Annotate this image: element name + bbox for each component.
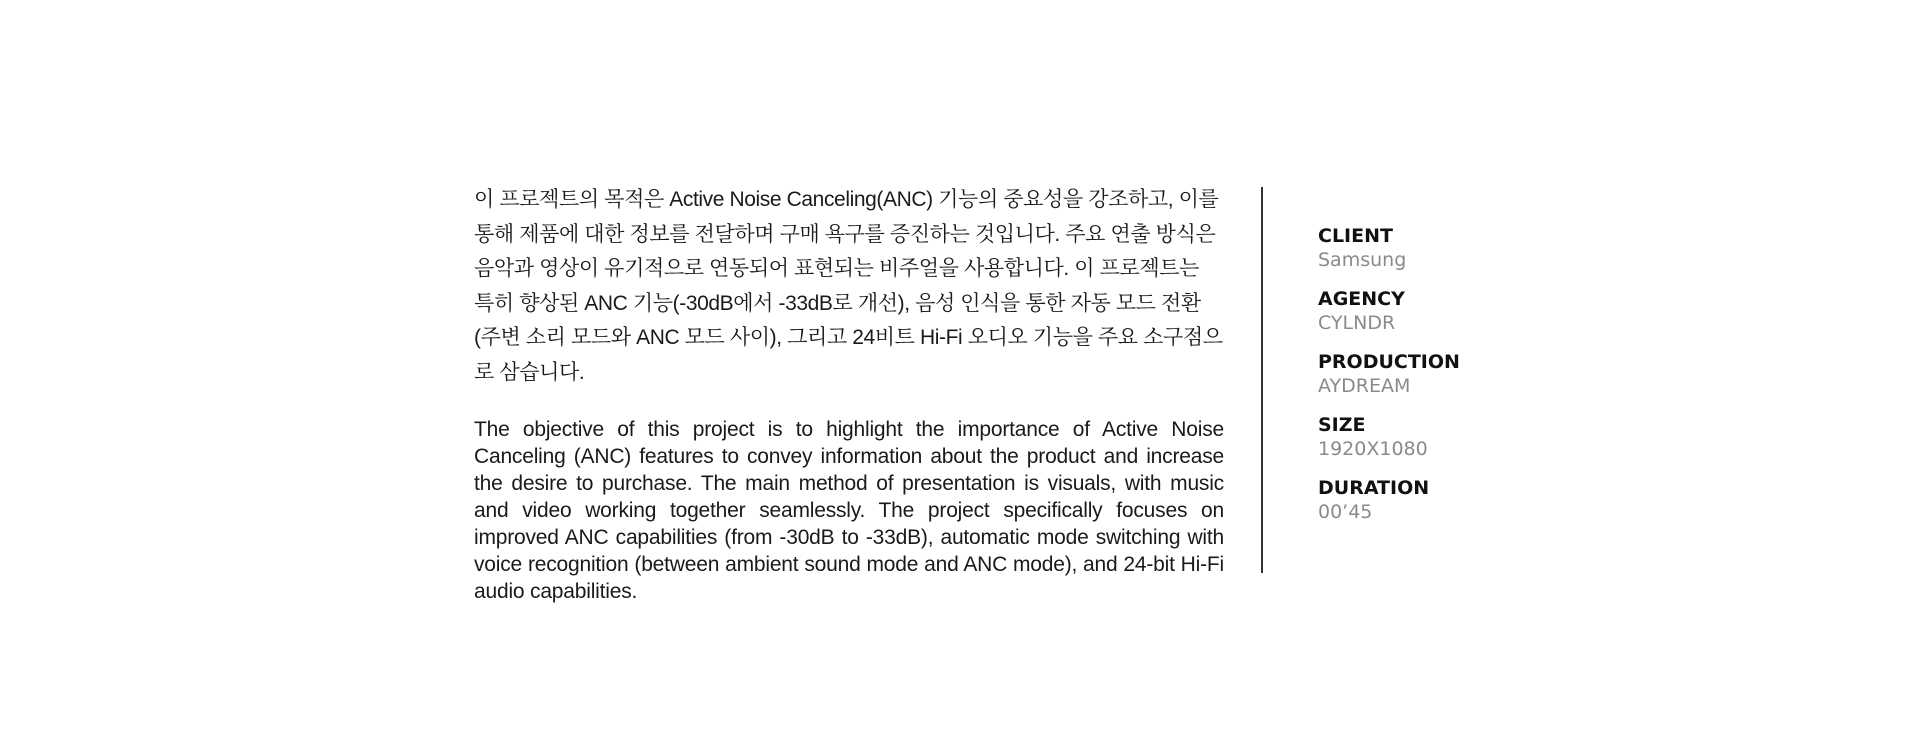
credit-value: 1920X1080 — [1318, 438, 1428, 460]
description-korean: 이 프로젝트의 목적은 Active Noise Canceling(ANC) 기능의 중요성을 강조하고, 이를 통해 제품에 대한 정보를 전달하며 구매 욕구를 증진하는 것입니다. 주요 연출 방식은 음악과 영상이 유기적으로 연동되어 표현되는 비주얼을 사용합니다. 이 프로젝트는 특히 향상된 ANC 기능(-30dB에서 -33dB로 개선), 음성 인식을 통한 자동 모드 전환(주변 소리 모드와 ANC 모드 사이), 그리고 24비트 Hi-Fi 오디오 기능을 주요 소구점으로 삼습니다. — [474, 188, 1223, 384]
credit-duration — [1318, 476, 1618, 524]
project-description — [474, 183, 1224, 605]
credit-agency — [1318, 287, 1618, 335]
credit-label: PRODUCTION — [1318, 351, 1460, 373]
description-english: The objective of this project is to highlight the importance of Active Noise Canceling (ANC) features to convey information about the product and increase the desire to purchase. The main method of presentation is visuals, with music and video working together seamlessly. The project specifically focuses on improved ANC capabilities (from -30dB to -33dB), automatic mode switching with voice recognition (between ambient sound mode and ANC mode), and 24-bit Hi-Fi audio capabilities. — [474, 418, 1224, 603]
credit-size — [1318, 413, 1618, 461]
credit-value: 00’45 — [1318, 501, 1373, 523]
credit-label: AGENCY — [1318, 288, 1405, 310]
credits-list — [1318, 224, 1618, 539]
credit-label: CLIENT — [1318, 225, 1393, 247]
credit-production — [1318, 350, 1618, 398]
credit-label: SIZE — [1318, 414, 1366, 436]
credit-value: Samsung — [1318, 249, 1407, 271]
credit-value: CYLNDR — [1318, 312, 1396, 334]
credit-client — [1318, 224, 1618, 272]
vertical-divider — [1261, 187, 1263, 573]
credit-value: AYDREAM — [1318, 375, 1411, 397]
credit-label: DURATION — [1318, 477, 1430, 499]
